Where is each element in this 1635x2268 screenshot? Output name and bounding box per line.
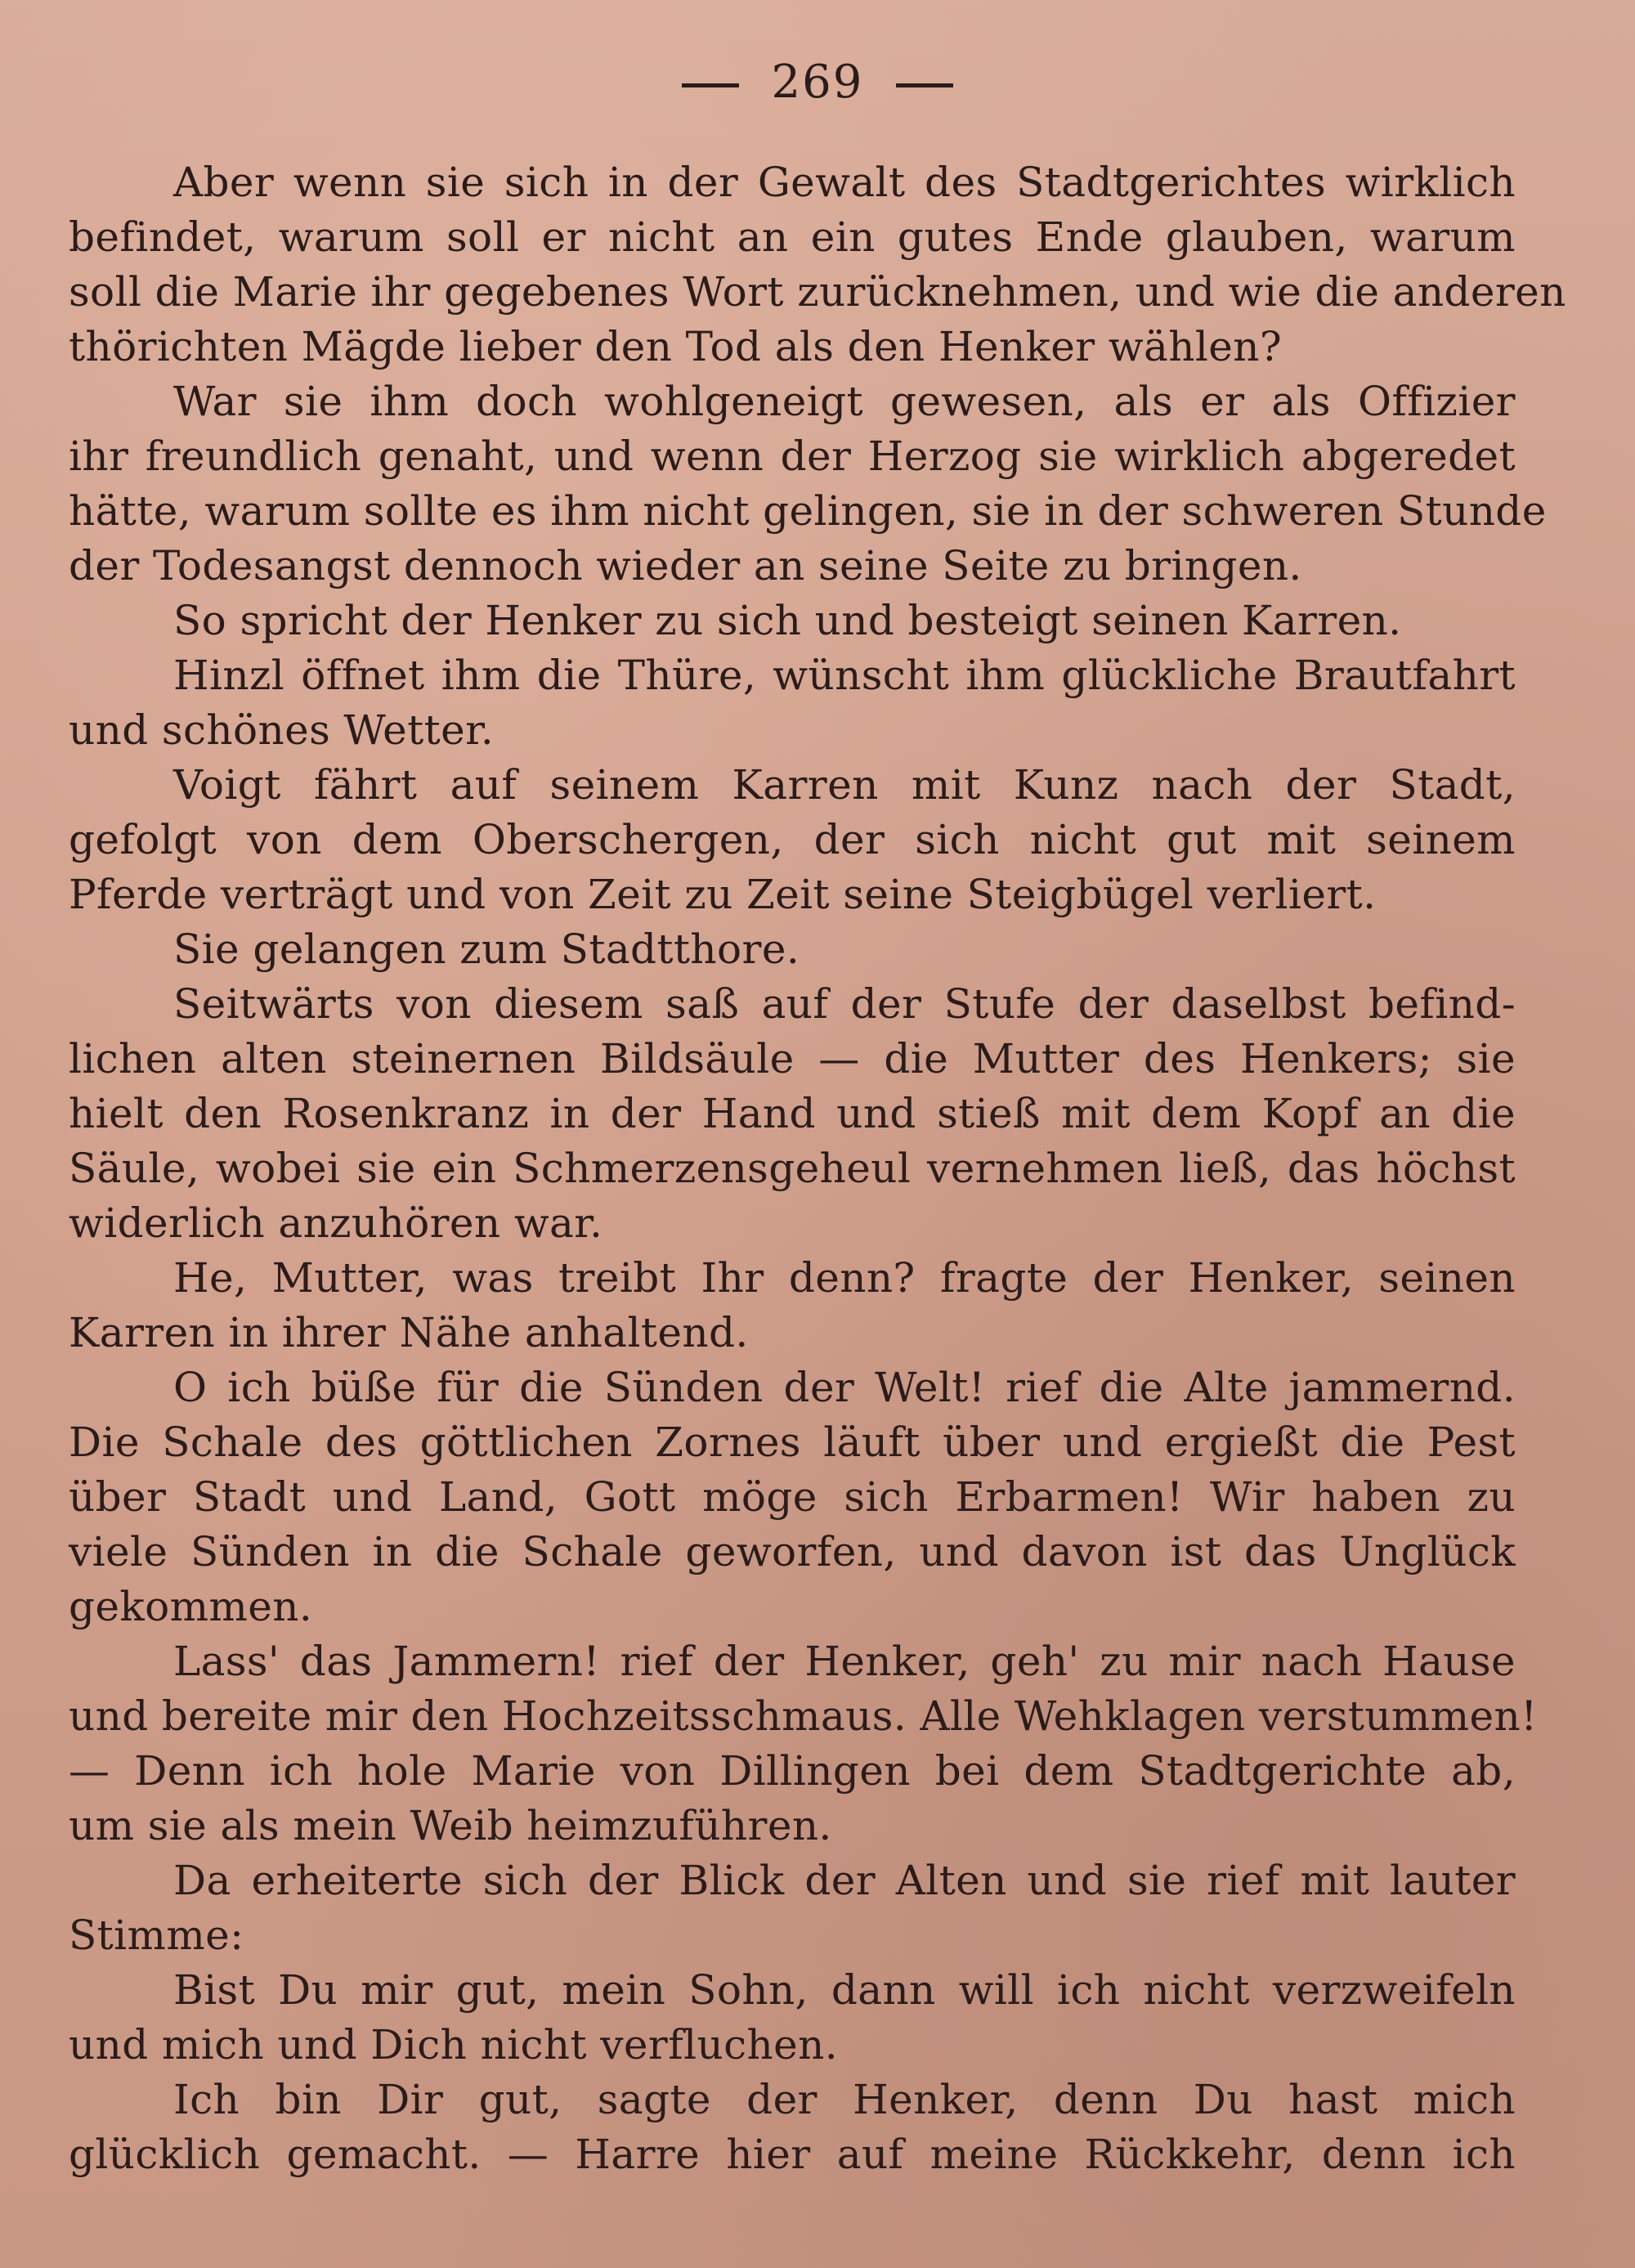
- text-line: und mich und Dich nicht verfluchen.: [69, 2021, 839, 2069]
- text-line: um sie als mein Weib heimzuführen.: [69, 1802, 832, 1849]
- right-dash: [896, 83, 953, 87]
- text-line: Hinzl öffnet ihm die Thüre, wünscht ihm glückliche Brautfahrt: [173, 652, 1516, 699]
- text-line: Voigt fährt auf seinem Karren mit Kunz nach der Stadt,: [173, 761, 1516, 809]
- text-line: Säule, wobei sie ein Schmerzensgeheul vernehmen ließ, das höchst: [69, 1145, 1516, 1192]
- text-line: gekommen.: [69, 1583, 313, 1630]
- text-line: Aber wenn sie sich in der Gewalt des Stadtgerichtes wirklich: [173, 159, 1516, 206]
- text-line: Karren in ihrer Nähe anhaltend.: [69, 1309, 749, 1356]
- text-line: He, Mutter, was treibt Ihr denn? fragte der Henker, seinen: [173, 1254, 1516, 1302]
- body-text: [69, 155, 1566, 2182]
- text-line: widerlich anzuhören war.: [69, 1199, 603, 1247]
- text-line: Lass' das Jammern! rief der Henker, geh' zu mir nach Hause: [173, 1638, 1516, 1685]
- text-line: hielt den Rosenkranz in der Hand und stieß mit dem Kopf an die: [69, 1090, 1516, 1137]
- page-number: 269: [771, 56, 864, 109]
- text-line: über Stadt und Land, Gott möge sich Erbarmen! Wir haben zu: [69, 1473, 1516, 1521]
- text-line: ihr freundlich genaht, und wenn der Herzog sie wirklich abgeredet: [69, 433, 1516, 480]
- text-line: thörichten Mägde lieber den Tod als den Henker wählen?: [69, 323, 1283, 370]
- text-line: Da erheiterte sich der Blick der Alten und sie rief mit lauter: [173, 1857, 1516, 1904]
- text-line: und bereite mir den Hochzeitsschmaus. Alle Wehklagen verstummen!: [69, 1692, 1538, 1740]
- text-line: So spricht der Henker zu sich und besteigt seinen Karren.: [173, 597, 1402, 644]
- text-line: Ich bin Dir gut, sagte der Henker, denn Du hast mich: [173, 2076, 1516, 2123]
- text-line: Stimme:: [69, 1912, 244, 1959]
- text-line: Bist Du mir gut, mein Sohn, dann will ich nicht verzweifeln: [173, 1966, 1516, 2014]
- text-line: Pferde verträgt und von Zeit zu Zeit seine Steigbügel verliert.: [69, 871, 1377, 918]
- text-line: Die Schale des göttlichen Zornes läuft über und ergießt die Pest: [69, 1419, 1516, 1466]
- text-line: hätte, warum sollte es ihm nicht gelingen, sie in der schweren Stunde: [69, 487, 1547, 535]
- text-line: soll die Marie ihr gegebenes Wort zurücknehmen, und wie die anderen: [69, 268, 1566, 316]
- text-line: Sie gelangen zum Stadtthore.: [173, 926, 800, 973]
- text-line: O ich büße für die Sünden der Welt! rief die Alte jammernd.: [173, 1364, 1516, 1411]
- page-number-header: [0, 56, 1635, 109]
- text-line: gefolgt von dem Oberschergen, der sich nicht gut mit seinem: [69, 816, 1516, 863]
- text-line: viele Sünden in die Schale geworfen, und davon ist das Unglück: [69, 1528, 1516, 1575]
- text-line: Seitwärts von diesem saß auf der Stufe der daselbst befind-: [173, 980, 1516, 1028]
- text-line: War sie ihm doch wohlgeneigt gewesen, als er als Offizier: [173, 378, 1516, 425]
- left-dash: [682, 83, 739, 87]
- text-line: lichen alten steinernen Bildsäule — die Mutter des Henkers; sie: [69, 1035, 1516, 1082]
- text-line: der Todesangst dennoch wieder an seine Seite zu bringen.: [69, 542, 1302, 589]
- text-line: glücklich gemacht. — Harre hier auf meine Rückkehr, denn ich: [69, 2131, 1516, 2178]
- text-line: und schönes Wetter.: [69, 706, 495, 754]
- text-line: — Denn ich hole Marie von Dillingen bei dem Stadtgerichte ab,: [69, 1747, 1516, 1795]
- text-line: befindet, warum soll er nicht an ein gutes Ende glauben, warum: [69, 213, 1516, 261]
